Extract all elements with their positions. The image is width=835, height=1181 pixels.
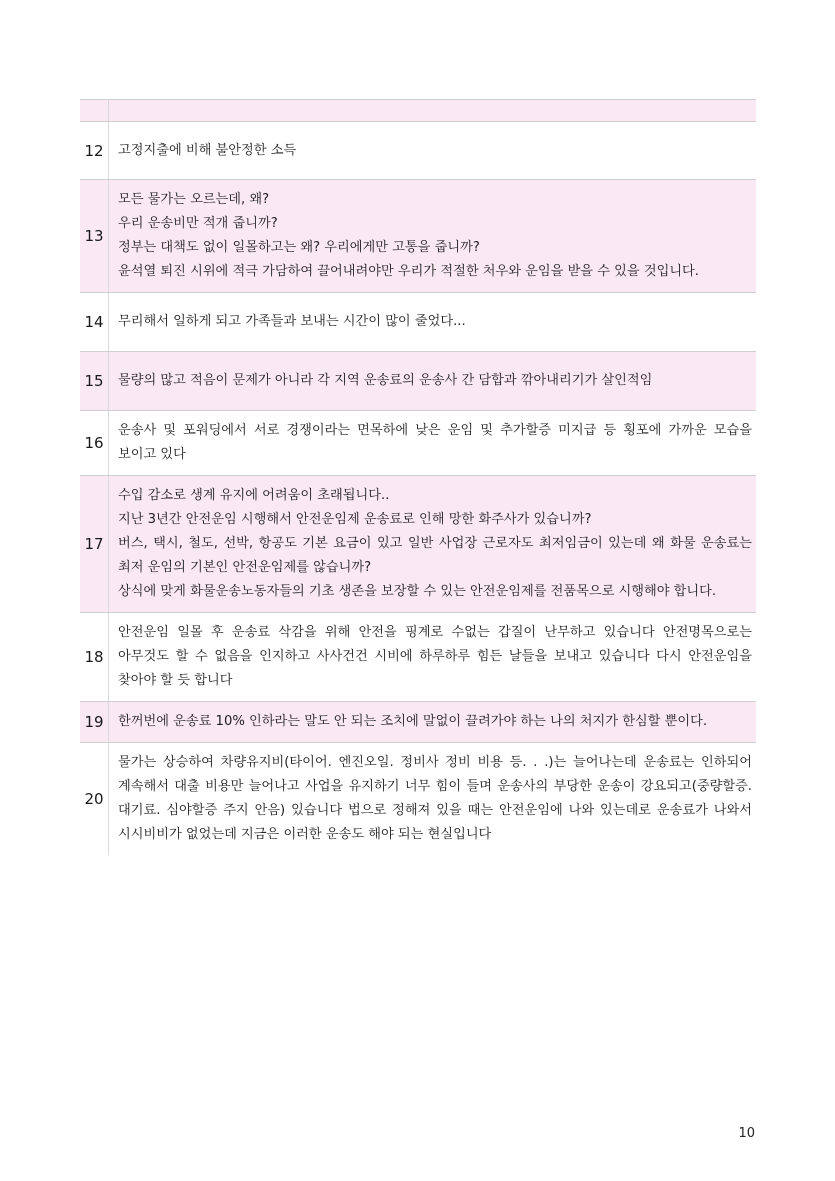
table-row [80, 743, 756, 856]
row-text-line: 모든 물가는 오르는데, 왜? [118, 192, 270, 207]
row-text-line: 물량의 많고 적음이 문제가 아니라 각 지역 운송료의 운송사 간 담합과 깎아내리기가 살인적임 [118, 373, 653, 388]
header-text-cell [109, 100, 757, 122]
row-text-line: 안전운임 일몰 후 운송료 삭감을 위해 안전을 핑계로 수없는 갑질이 난무하고 있습니다 안전명목으로는 아무것도 할 수 없음을 인지하고 사사건건 시비에 하루하루 힘든 날들을 보내고 있습니다 다시 안전운임을 찾아야 할 듯 합니다 [118, 625, 752, 688]
row-text-line: 정부는 대책도 없이 일몰하고는 왜? 우리에게만 고통을 줍니까? [118, 240, 480, 255]
row-text [109, 352, 757, 411]
table-body [80, 100, 756, 856]
row-text-line: 한꺼번에 운송료 10% 인하라는 말도 안 되는 조치에 말없이 끌려가야 하는 나의 처지가 한심할 뿐이다. [118, 714, 708, 729]
row-text [109, 476, 757, 613]
row-text [109, 613, 757, 702]
row-number: 19 [80, 702, 109, 743]
table-row [80, 122, 756, 180]
row-text-line: 버스, 택시, 철도, 선박, 항공도 기본 요금이 있고 일반 사업장 근로자도 최저임금이 있는데 왜 화물 운송료는 최저 운임의 기본인 안전운임제를 않습니까? [118, 536, 752, 575]
row-text [109, 180, 757, 293]
row-text [109, 702, 757, 743]
table-row [80, 180, 756, 293]
row-number: 18 [80, 613, 109, 702]
table-row [80, 293, 756, 352]
row-text-line: 운송사 및 포워딩에서 서로 경쟁이라는 면목하에 낮은 운임 및 추가할증 미지급 등 횡포에 가까운 모습을 보이고 있다 [118, 423, 752, 462]
page-number: 10 [738, 1126, 755, 1141]
row-text-line: 우리 운송비만 적개 줍니까? [118, 216, 278, 231]
row-number: 12 [80, 122, 109, 180]
row-text-line: 무리해서 일하게 되고 가족들과 보내는 시간이 많이 줄었다... [118, 314, 466, 329]
row-number: 14 [80, 293, 109, 352]
row-text-line: 고정지출에 비해 불안정한 소득 [118, 142, 297, 158]
table-row [80, 411, 756, 476]
row-text [109, 411, 757, 476]
table-row [80, 702, 756, 743]
row-text-line: 상식에 맞게 화물운송노동자들의 기초 생존을 보장할 수 있는 안전운임제를 전품목으로 시행해야 합니다. [118, 584, 717, 599]
row-text-line: 윤석열 퇴진 시위에 적극 가담하여 끌어내려야만 우리가 적절한 처우와 운임을 받을 수 있을 것입니다. [118, 264, 699, 279]
row-text [109, 293, 757, 352]
survey-response-table [80, 99, 756, 855]
row-number: 13 [80, 180, 109, 293]
row-text-line: 지난 3년간 안전운임 시행해서 안전운임제 운송료로 인해 망한 화주사가 있습니까? [118, 512, 592, 527]
table-header-strip [80, 100, 756, 122]
row-text [109, 122, 757, 180]
row-number: 16 [80, 411, 109, 476]
row-text-line: 수입 감소로 생계 유지에 어려움이 초래됩니다.. [118, 488, 390, 503]
header-number-cell [80, 100, 109, 122]
row-text [109, 743, 757, 856]
table-row [80, 352, 756, 411]
row-number: 20 [80, 743, 109, 856]
row-text-line: 물가는 상승하여 차량유지비(타이어. 엔진오일. 정비사 정비 비용 등. . .)는 늘어나는데 운송료는 인하되어 계속해서 대출 비용만 늘어나고 사업을 유지하기 너무 힘이 들며 운송사의 부당한 운송이 강요되고(중량할증. 대기료. 심야할증 주지 안음) 있습니다 법으로 정해져 있을 때는 안전운임에 나와 있는데로 운송료가 나와서 시시비비가 없었는데 지금은 이러한 운송도 해야 되는 현실입니다 [118, 755, 752, 842]
table-row [80, 476, 756, 613]
row-number: 15 [80, 352, 109, 411]
row-number: 17 [80, 476, 109, 613]
table-row [80, 613, 756, 702]
